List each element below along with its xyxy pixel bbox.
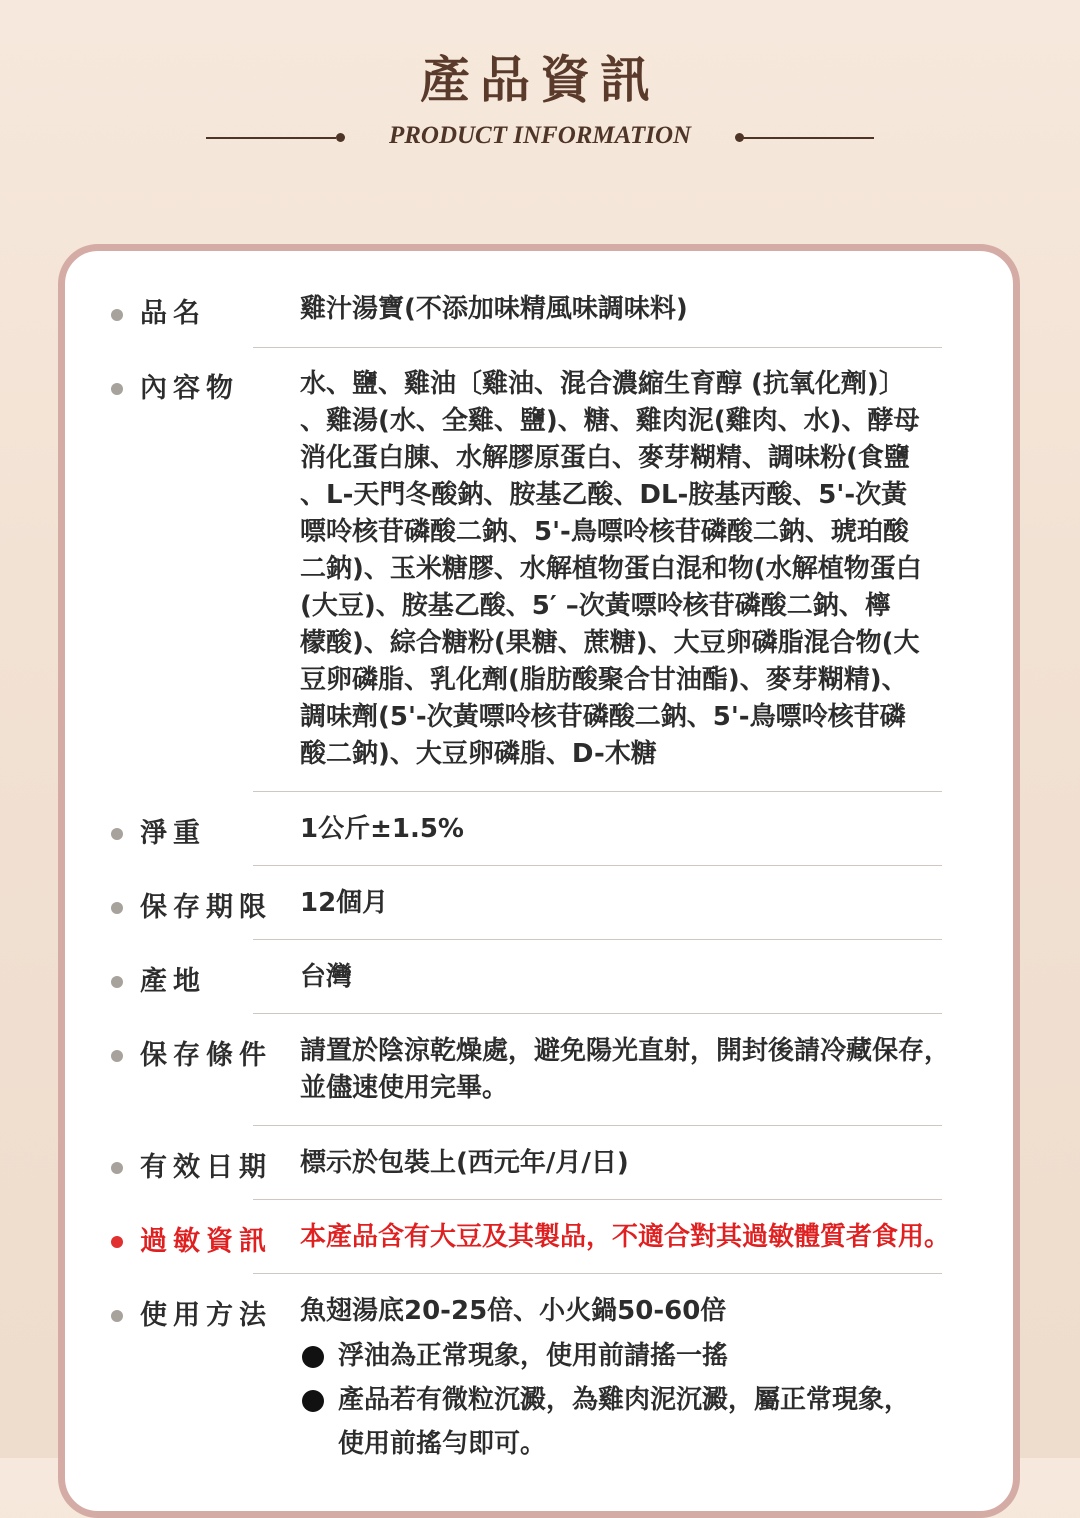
divider <box>253 865 942 866</box>
header <box>0 0 1080 240</box>
storage-line: 並儘速使用完畢。 <box>300 1073 509 1103</box>
divider <box>253 791 942 792</box>
page-title: 產品資訊 <box>420 50 660 109</box>
storage-line: 請置於陰涼乾燥處，避免陽光直射，開封後請冷藏保存， <box>300 1036 951 1066</box>
usage-note-text: 浮油為正常現象，使用前請搖一搖 <box>338 1341 729 1371</box>
usage-note-text: 產品若有微粒沉澱，為雞肉泥沉澱，屬正常現象， <box>338 1385 911 1415</box>
ingredients-line: 酸二鈉)、大豆卵磷脂、D-木糖 <box>300 739 657 769</box>
bullet-icon <box>111 1050 123 1062</box>
label-ingredients: 內容物 <box>140 373 239 404</box>
label-allergy: 過敏資訊 <box>140 1226 272 1257</box>
bullet-icon <box>111 1310 123 1322</box>
divider <box>253 347 942 348</box>
ingredients-line: 檬酸)、綜合糖粉(果糖、蔗糖)、大豆卵磷脂混合物(大 <box>300 628 920 658</box>
black-dot-icon <box>302 1346 324 1368</box>
bullet-icon <box>111 309 123 321</box>
ingredients-line: 豆卵磷脂、乳化劑(脂肪酸聚合甘油酯)、麥芽糊精)、 <box>300 665 908 695</box>
value-shelf-life: 12個月 <box>300 888 389 918</box>
label-product-name: 品名 <box>140 298 206 329</box>
label-storage: 保存條件 <box>140 1040 272 1071</box>
value-usage <box>300 1293 990 1466</box>
usage-note <box>300 1334 990 1378</box>
ingredients-line: 水、鹽、雞油〔雞油、混合濃縮生育醇 (抗氧化劑)〕 <box>300 369 905 399</box>
value-allergy: 本產品含有大豆及其製品，不適合對其過敏體質者食用。 <box>300 1222 951 1252</box>
value-ingredients <box>300 366 990 773</box>
ingredients-line: 嘌呤核苷磷酸二鈉、5'-鳥嘌呤核苷磷酸二鈉、琥珀酸 <box>300 517 909 547</box>
divider <box>253 1273 942 1274</box>
divider <box>253 1013 942 1014</box>
value-net-weight: 1公斤±1.5% <box>300 814 464 844</box>
info-card <box>58 244 1020 1518</box>
label-usage: 使用方法 <box>140 1300 272 1331</box>
usage-note <box>300 1378 990 1422</box>
ingredients-line: 消化蛋白腖、水解膠原蛋白、麥芽糊精、調味粉(食鹽 <box>300 443 910 473</box>
black-dot-icon <box>302 1390 324 1412</box>
value-storage <box>300 1033 990 1107</box>
label-origin: 產地 <box>140 966 206 997</box>
divider <box>253 939 942 940</box>
label-expiry: 有效日期 <box>140 1152 272 1183</box>
value-product-name: 雞汁湯寶(不添加味精風味調味料) <box>300 294 688 324</box>
bullet-icon <box>111 1236 123 1248</box>
bullet-icon <box>111 828 123 840</box>
usage-ratio: 魚翅湯底20-25倍、小火鍋50-60倍 <box>300 1296 727 1326</box>
label-net-weight: 淨重 <box>140 818 206 849</box>
label-shelf-life: 保存期限 <box>140 892 272 923</box>
ingredients-line: 、L-天門冬酸鈉、胺基乙酸、DL-胺基丙酸、5'-次黃 <box>300 480 908 510</box>
rule-right-line <box>740 137 874 139</box>
divider <box>253 1125 942 1126</box>
bullet-icon <box>111 1162 123 1174</box>
ingredients-line: (大豆)、胺基乙酸、5′ –次黃嘌呤核苷磷酸二鈉、檸 <box>300 591 891 621</box>
bullet-icon <box>111 383 123 395</box>
bullet-icon <box>111 902 123 914</box>
ingredients-line: 二鈉)、玉米糖膠、水解植物蛋白混和物(水解植物蛋白 <box>300 554 922 584</box>
ingredients-line: 調味劑(5'-次黃嘌呤核苷磷酸二鈉、5'-鳥嘌呤核苷磷 <box>300 702 906 732</box>
value-expiry: 標示於包裝上(西元年/月/日) <box>300 1148 629 1178</box>
divider <box>253 1199 942 1200</box>
value-origin: 台灣 <box>300 962 353 992</box>
ingredients-line: 、雞湯(水、全雞、鹽)、糖、雞肉泥(雞肉、水)、酵母 <box>300 406 920 436</box>
page-subtitle: PRODUCT INFORMATION <box>388 122 692 149</box>
bullet-icon <box>111 976 123 988</box>
usage-note-continuation: 使用前搖勻即可。 <box>338 1429 547 1459</box>
